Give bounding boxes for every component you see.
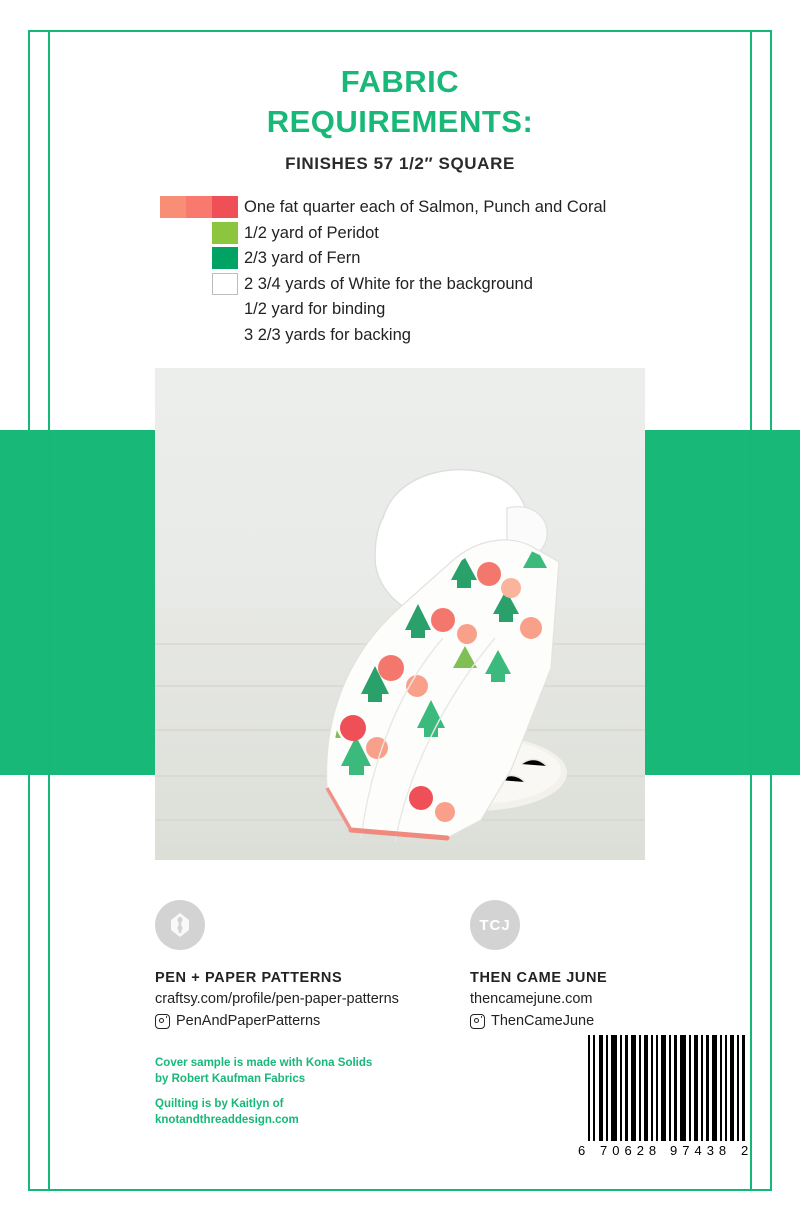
list-item [160,222,700,248]
barcode [578,1035,750,1170]
swatch-group [160,273,244,295]
brand-name: THEN CAME JUNE [470,970,608,986]
quilt-photo-illustration [155,368,645,860]
brand-url[interactable]: thencamejune.com [470,991,593,1007]
brand-pen-paper-patterns [155,900,399,1029]
swatch-peridot [212,222,238,244]
barcode-bars [578,1035,750,1141]
then-came-june-logo-icon: TCJ [470,900,520,950]
credit-quilting [155,1097,372,1128]
requirement-text: One fat quarter each of Salmon, Punch and Coral [244,198,607,216]
instagram-icon [470,1014,485,1029]
barcode-digit-right: 2 [741,1143,749,1158]
barcode-digits-group-1: 70628 [600,1143,662,1158]
page-title-line-1: FABRIC [340,64,460,99]
page-title [0,62,800,141]
list-item [160,247,700,273]
requirement-text: 1/2 yard of Peridot [244,223,379,242]
vertical-rule-right [750,30,752,1191]
swatch-group [160,298,244,320]
pen-paper-logo-icon [155,900,205,950]
brand-social-handle[interactable] [155,1013,399,1029]
cover-photo [155,368,645,860]
list-item [160,298,700,324]
pen-glyph-icon [169,912,191,938]
credits-block [155,1056,372,1138]
brand-social-text: PenAndPaperPatterns [176,1013,321,1029]
fabric-requirements-list [160,196,700,349]
swatch-white [212,273,238,295]
barcode-digits [578,1141,750,1161]
swatch-group [160,324,244,346]
requirement-text: 3 2/3 yards for backing [244,325,411,344]
credit-quilting-line-2: knotandthreaddesign.com [155,1113,299,1126]
swatch-fern [212,247,238,269]
swatch-group [160,196,244,218]
list-item [160,273,700,299]
vertical-rule-left [48,30,50,1191]
page-title-line-2: REQUIREMENTS: [266,103,534,139]
requirement-text: 2 3/4 yards of White for the background [244,274,533,293]
brand-name: PEN + PAPER PATTERNS [155,970,343,986]
requirement-text: 2/3 yard of Fern [244,249,361,267]
credit-fabric [155,1056,372,1087]
credit-fabric-line-1: Cover sample is made with Kona Solids [155,1057,373,1069]
page-subtitle: FINISHES 57 1/2″ SQUARE [285,154,515,173]
brand-url[interactable]: craftsy.com/profile/pen-paper-patterns [155,991,399,1007]
instagram-icon [155,1014,170,1029]
barcode-digit-left: 6 [578,1143,586,1158]
brand-social-handle[interactable] [470,1013,607,1029]
brand-social-text: ThenCameJune [491,1013,595,1029]
brand-then-came-june [470,900,607,1029]
requirement-text: 1/2 yard for binding [244,300,386,318]
swatch-group [160,247,244,269]
credit-fabric-line-2: by Robert Kaufman Fabrics [155,1072,306,1085]
barcode-digits-group-2: 97438 [670,1143,732,1158]
list-item [160,324,700,350]
swatch-multi-salmon-punch-coral [160,196,238,218]
list-item [160,196,700,222]
swatch-group [160,222,244,244]
credit-quilting-line-1: Quilting is by Kaitlyn of [155,1098,284,1111]
